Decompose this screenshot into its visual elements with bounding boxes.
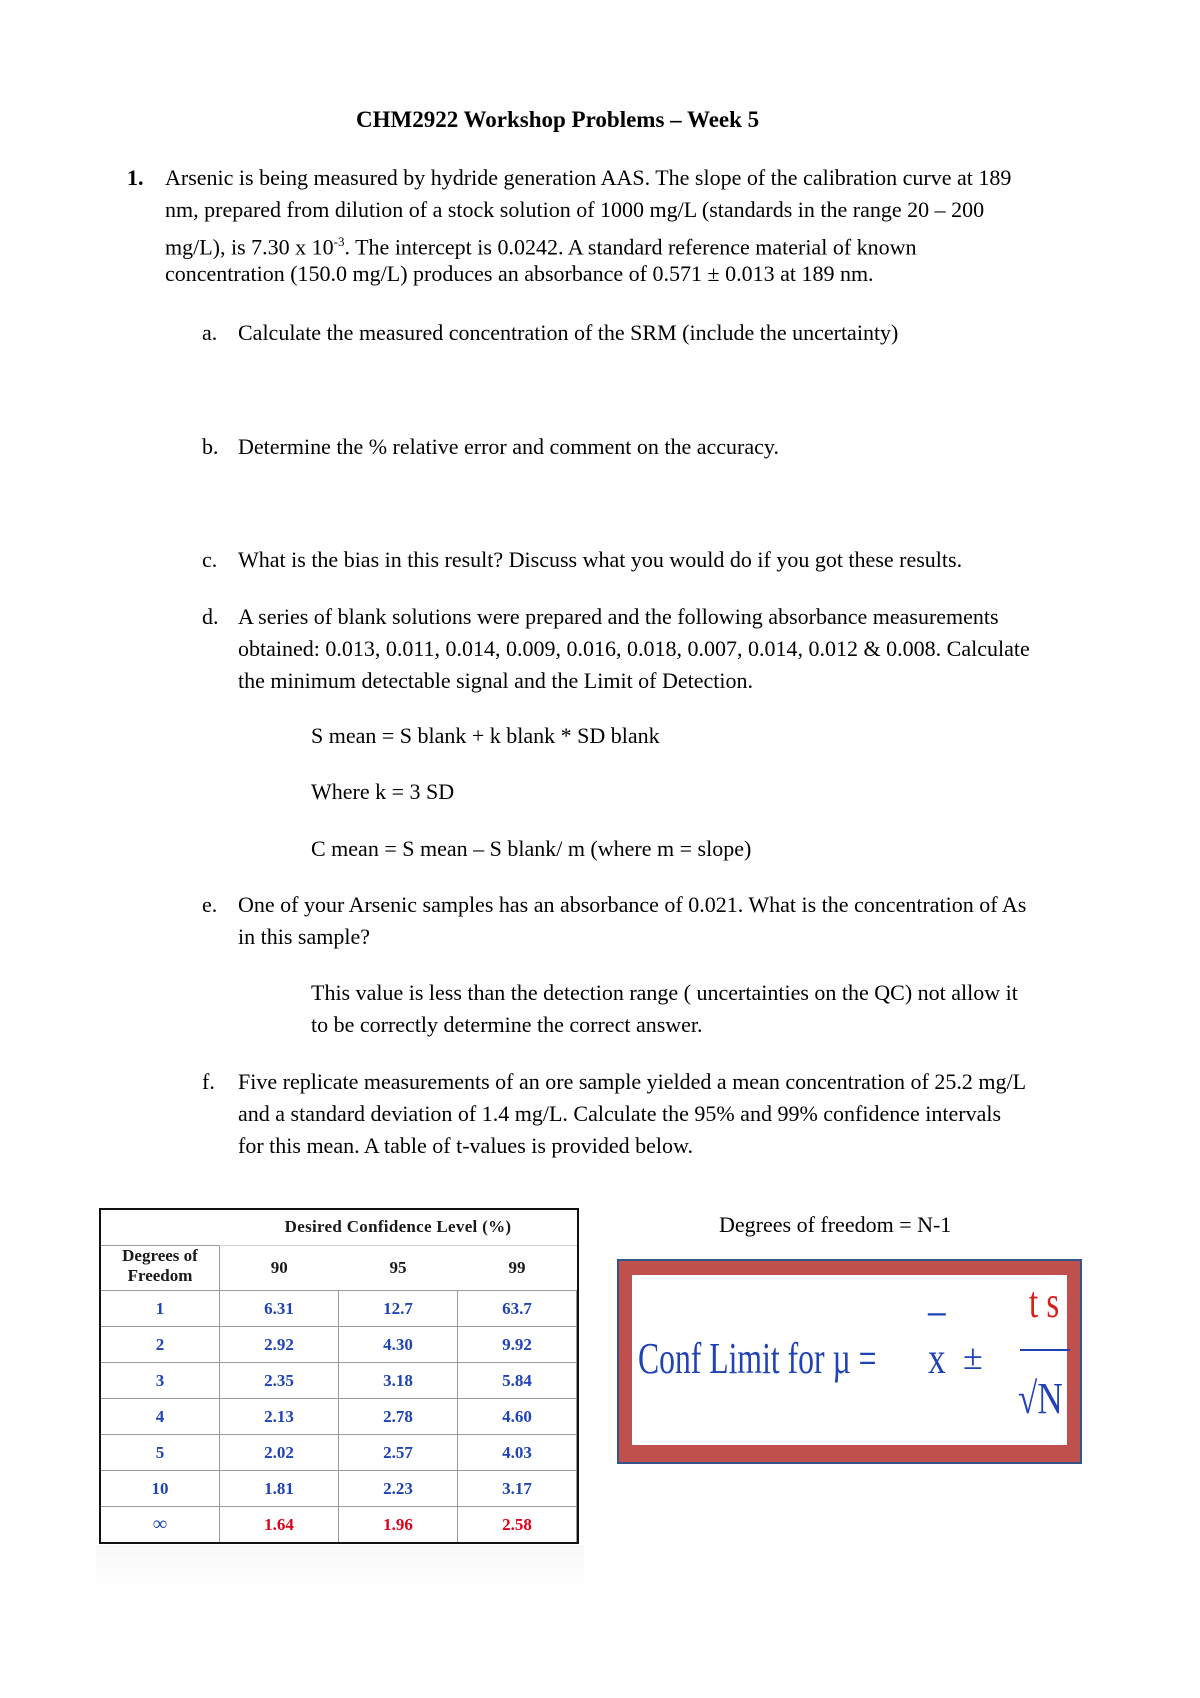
question-text-segment: mg/L), is 7.30 x 10 [165,234,334,260]
t-value-table [100,1209,577,1543]
table-row [101,1291,577,1327]
row-header-line: Degrees of [122,1246,198,1265]
question-text-segment: . The intercept is 0.0242. A standard reference material of known [344,234,917,260]
t-value-cell: 1.64 [220,1507,339,1543]
formula-note: Where k = 3 SD [311,779,455,804]
part-e-text: One of your Arsenic samples has an absorbance of 0.021. What is the concentration of As [238,892,1027,917]
t-value-cell: 2.92 [220,1327,339,1363]
part-label-d: d. [202,604,219,629]
table-row [101,1435,577,1471]
t-value-cell: 2.13 [220,1399,339,1435]
t-value-cell: 3.17 [458,1471,577,1507]
formula-lhs: Conf Limit for µ = [638,1334,877,1383]
t-value-cell: 5.84 [458,1363,577,1399]
degrees-of-freedom-note: Degrees of freedom = N-1 [719,1212,952,1237]
table-row [101,1363,577,1399]
part-label-b: b. [202,434,219,459]
df-cell: 5 [101,1435,220,1471]
exponent: -3 [333,234,345,249]
t-value-cell: 1.81 [220,1471,339,1507]
formula-note: S mean = S blank + k blank * SD blank [311,723,660,748]
part-label-e: e. [202,892,218,917]
part-label-f: f. [202,1069,215,1094]
table-shadow [96,1545,584,1589]
table-corner [101,1209,220,1246]
t-value-cell: 2.78 [339,1399,458,1435]
t-value-cell: 2.58 [458,1507,577,1543]
t-value-cell: 9.92 [458,1327,577,1363]
row-header-line: Freedom [127,1266,193,1285]
page-title: CHM2922 Workshop Problems – Week 5 [356,107,760,132]
t-value-cell: 1.96 [339,1507,458,1543]
part-d-text: the minimum detectable signal and the Limit of Detection. [238,668,754,693]
t-value-cell: 63.7 [458,1291,577,1327]
answer-note: to be correctly determine the correct answer. [311,1012,703,1037]
t-value-cell: 2.02 [220,1435,339,1471]
table-level-header: 95 [389,1258,407,1277]
part-f-text: Five replicate measurements of an ore sample yielded a mean concentration of 25.2 mg/L [238,1069,1027,1094]
part-label-a: a. [202,320,218,345]
t-value-cell: 4.03 [458,1435,577,1471]
df-cell: 4 [101,1399,220,1435]
fraction-bar [1020,1349,1070,1351]
df-cell: 3 [101,1363,220,1399]
part-f-text: for this mean. A table of t-values is provided below. [238,1133,693,1158]
t-value-cell: 2.35 [220,1363,339,1399]
t-value-cell: 6.31 [220,1291,339,1327]
formula-note: C mean = S mean – S blank/ m (where m = slope) [311,836,752,861]
question-text-line: nm, prepared from dilution of a stock solution of 1000 mg/L (standards in the range 20 – 200 [165,197,985,222]
t-value-cell: 3.18 [339,1363,458,1399]
formula-radical: √N [1018,1374,1063,1423]
formula-plus-minus: ± [963,1337,983,1377]
question-text-line: concentration (150.0 mg/L) produces an absorbance of 0.571 ± 0.013 at 189 nm. [165,261,874,286]
t-value-cell: 2.57 [339,1435,458,1471]
formula-xbar: x [928,1334,946,1383]
t-value-cell: 2.23 [339,1471,458,1507]
part-d-text: obtained: 0.013, 0.011, 0.014, 0.009, 0.016, 0.018, 0.007, 0.014, 0.012 & 0.008. Calculate [238,636,1030,661]
question-number: 1. [127,165,144,190]
df-cell: 1 [101,1291,220,1327]
table-row [101,1399,577,1435]
t-value-cell: 4.30 [339,1327,458,1363]
table-row [101,1327,577,1363]
part-c-text: What is the bias in this result? Discuss what you would do if you got these results. [238,547,963,572]
part-a-text: Calculate the measured concentration of the SRM (include the uncertainty) [238,320,899,345]
part-b-text: Determine the % relative error and comment on the accuracy. [238,434,779,459]
table-header-confidence: Desired Confidence Level (%) [220,1209,577,1246]
answer-note: This value is less than the detection range ( uncertainties on the QC) not allow it [311,980,1018,1005]
df-cell: 10 [101,1471,220,1507]
formula-numerator: t s [1029,1278,1060,1327]
t-value-cell: 4.60 [458,1399,577,1435]
part-d-text: A series of blank solutions were prepared and the following absorbance measurements [238,604,999,629]
part-f-text: and a standard deviation of 1.4 mg/L. Calculate the 95% and 99% confidence intervals [238,1101,1002,1126]
df-cell: ∞ [101,1507,220,1543]
formula-bar: – [928,1286,946,1335]
table-row [101,1507,577,1543]
table-row [101,1471,577,1507]
df-cell: 2 [101,1327,220,1363]
t-value-cell: 12.7 [339,1291,458,1327]
confidence-limit-formula-box [617,1259,1082,1464]
part-label-c: c. [202,547,218,572]
question-text-line: Arsenic is being measured by hydride generation AAS. The slope of the calibration curve at 189 [165,165,1012,190]
part-e-text: in this sample? [238,924,370,949]
table-level-header: 90 [270,1258,288,1277]
formula-panel [632,1275,1067,1445]
table-level-header: 99 [508,1258,526,1277]
table-row-header [101,1246,220,1291]
